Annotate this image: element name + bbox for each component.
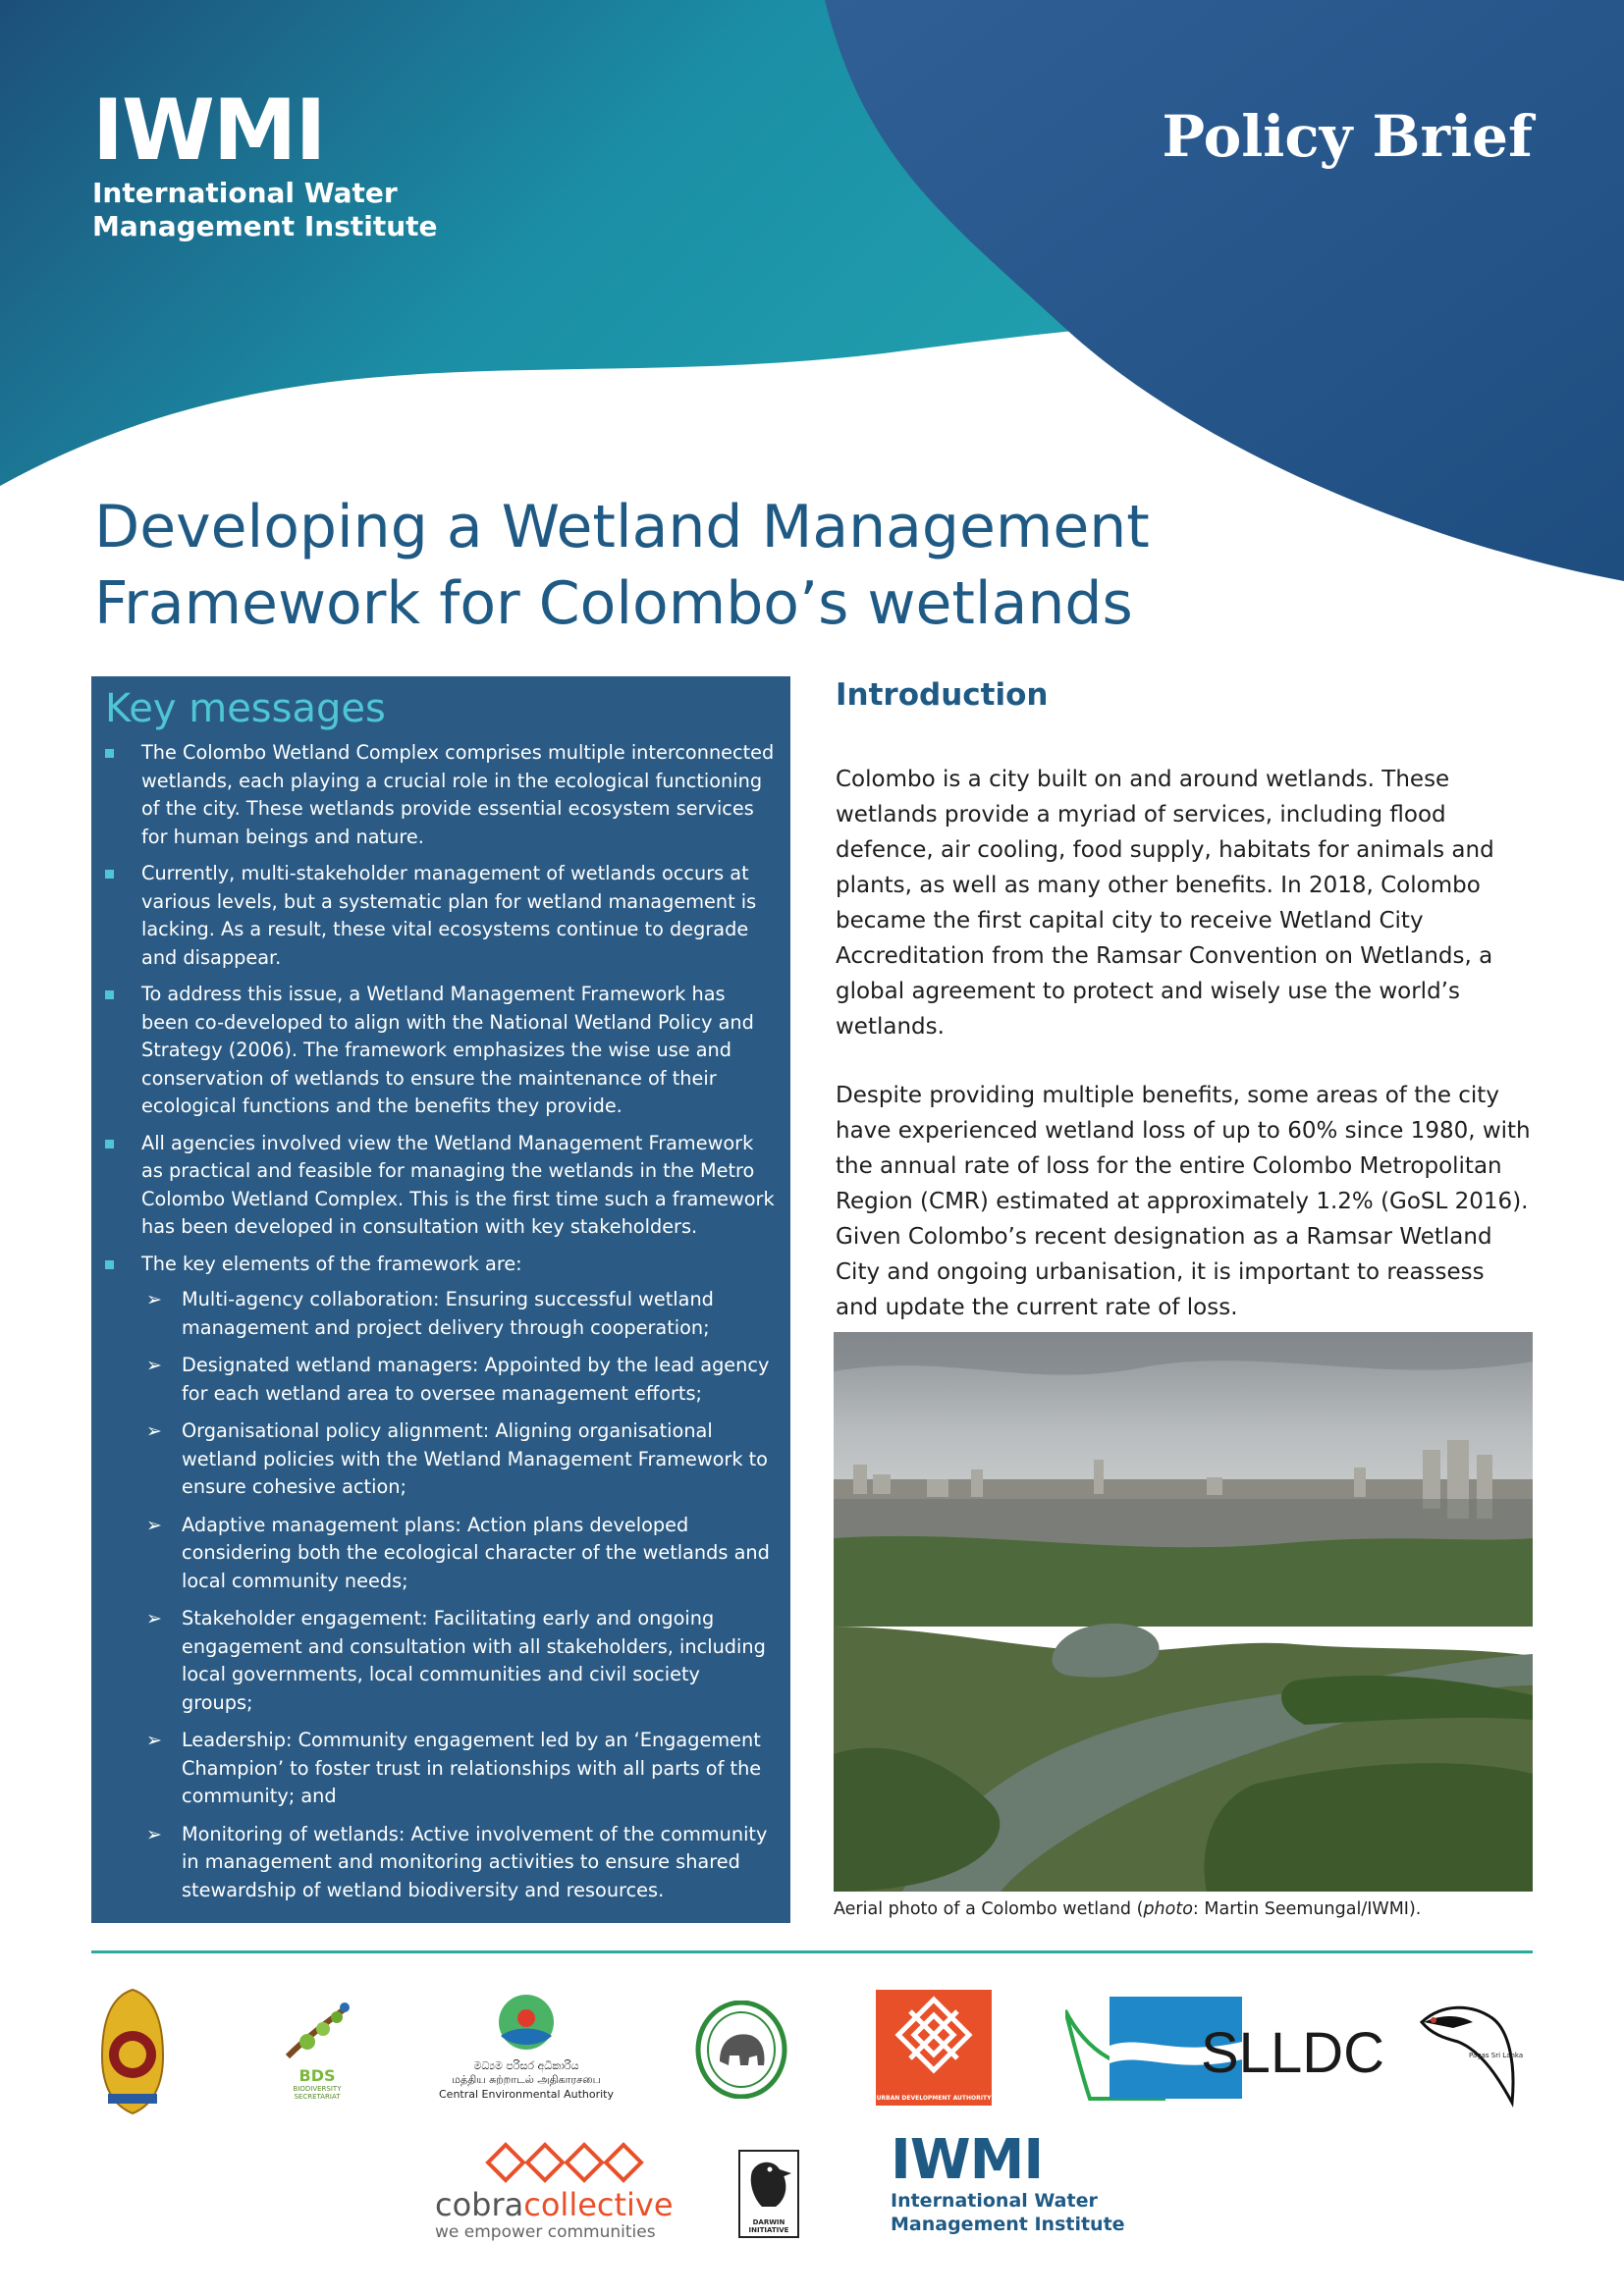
key-messages-box — [91, 676, 790, 1923]
list-item: All agencies involved view the Wetland Management Framework as practical and feasible for managing the wetlands in the Metro Colombo Wetland Complex. This is the first time such a framework has been developed in consultation with key stakeholders. — [105, 1130, 777, 1242]
arrow-bullet-icon: ➢ — [146, 1355, 162, 1376]
framework-elements-list — [141, 1286, 777, 1904]
uda-logo: URBAN DEVELOPMENT AUTHORITY — [876, 1990, 992, 2106]
list-item: To address this issue, a Wetland Management Framework has been co-developed to align with the National Wetland Policy and Strategy (2006). The framework emphasizes the wise use and conservation of wetlands to ensure the maintenance of their ecological functions and the benefits they provide. — [105, 981, 777, 1121]
list-item: ➢ Adaptive management plans: Action plans developed considering both the ecological character of the wetlands and local community needs; — [146, 1513, 770, 1592]
key-messages-heading: Key messages — [105, 686, 386, 731]
arrow-bullet-icon: ➢ — [146, 1420, 162, 1442]
arrow-bullet-icon: ➢ — [146, 1289, 162, 1310]
bds-logo: BDS BIODIVERSITY SECRETARIAT — [278, 1998, 356, 2101]
list-item: ➢ Multi-agency collaboration: Ensuring successful wetland management and project delivery through cooperation; — [146, 1288, 714, 1339]
sri-lanka-government-emblem — [98, 1988, 167, 2115]
brand-line-1: International Water — [92, 177, 398, 209]
pigeon-bird-logo: Pagas Sri Lanka — [1414, 1993, 1532, 2110]
iwmi-wordmark: IWMI — [92, 81, 325, 180]
list-item: ➢ Stakeholder engagement: Facilitating early and ongoing engagement and consultation with all stakeholders, including local governments, local communities and civil society groups; — [146, 1607, 766, 1714]
darwin-initiative-logo: DARWIN INITIATIVE — [738, 2150, 799, 2238]
arrow-bullet-icon: ➢ — [146, 1730, 162, 1751]
square-bullet-icon — [105, 749, 114, 758]
list-item: The Colombo Wetland Complex comprises multiple interconnected wetlands, each playing a crucial role in the ecological functioning of the city. These wetlands provide essential ecosystem services for human beings and nature. — [105, 739, 777, 851]
intro-paragraph-2: Despite providing multiple benefits, some areas of the city have experienced wetland loss of up to 60% since 1980, with the annual rate of loss for the entire Colombo Metropolitan Region (CMR) estimated at approximately 1.2% (GoSL 2016). Given Colombo’s recent designation as a Ramsar Wetland City and ongoing urbanisation, it is important to reassess and update the current rate of loss. — [836, 1083, 1531, 1320]
arrow-bullet-icon: ➢ — [146, 1608, 162, 1629]
iwmi-footer-logo: IWMI International Water Management Institute — [891, 2128, 1125, 2235]
arrow-bullet-icon: ➢ — [146, 1823, 162, 1845]
cobra-collective-logo: cobracollective we empower communities — [435, 2140, 671, 2242]
title-line-2: Framework for Colombo’s wetlands — [94, 569, 1133, 638]
list-item: ➢ Organisational policy alignment: Aligning organisational wetland policies with the Wetland Management Framework to ensure cohesive action; — [146, 1419, 768, 1498]
list-item: The key elements of the framework are: ➢ Multi-agency collaboration: Ensuring successful wetland management and project delivery through cooperation; ➢ Designated wetland managers: Appointed by the lead agency for each wetland area to oversee management efforts; ➢ Organisational policy alignment: Aligning organisational wetland policies with the Wetland Management Framework to ensure cohesive action; ➢ Adaptive management plans: Action plans developed considering both the ecological character of the wetlands and local community needs; ➢ Stakeholder engagement: Facilitating early and ongoing engagement and consultation with all stakeholders, including local governments, local communities and civil society groups; ➢ Leadership: Community engagement led by an ‘Engagement Champion’ to foster trust in relationships with all parts of the community; and ➢ Monitoring of wetlands: Active involvement of the community in management and monitoring activities to ensure shared stewardship of wetland biodiversity and resources. — [105, 1251, 777, 1905]
list-item: ➢ Designated wetland managers: Appointed by the lead agency for each wetland area to oversee management efforts; — [146, 1354, 770, 1405]
wildlife-department-logo — [695, 2001, 788, 2099]
introduction-heading: Introduction — [836, 677, 1049, 713]
list-item: ➢ Leadership: Community engagement led by an ‘Engagement Champion’ to foster trust in relationships with all parts of the community; and — [146, 1729, 762, 1807]
brand-line-2: Management Institute — [92, 210, 438, 242]
arrow-bullet-icon: ➢ — [146, 1514, 162, 1536]
key-messages-list — [105, 739, 777, 1904]
square-bullet-icon — [105, 990, 114, 999]
iwmi-header-logo — [92, 81, 438, 243]
square-bullet-icon — [105, 1260, 114, 1269]
aerial-wetland-photo — [834, 1332, 1533, 1892]
footer-divider — [91, 1950, 1533, 1953]
slldc-logo: SLLDC — [1065, 1991, 1389, 2109]
document-type: Policy Brief — [1162, 103, 1533, 170]
square-bullet-icon — [105, 870, 114, 879]
page-title — [94, 489, 1272, 642]
list-item: Currently, multi-stakeholder management of wetlands occurs at various levels, but a systematic plan for wetland management is lacking. As a result, these vital ecosystems continue to degrade and disappear. — [105, 860, 777, 972]
photo-caption: Aerial photo of a Colombo wetland (photo: Martin Seemungal/IWMI). — [834, 1899, 1422, 1919]
introduction-section — [836, 673, 1533, 1359]
title-line-1: Developing a Wetland Management — [94, 493, 1150, 561]
cea-logo: මධ්‍යම පරිසර අධිකාරිය மத்திய சுற்றாடல் அதிகாரசபை Central Environmental Authority — [430, 1991, 623, 2101]
list-item: ➢ Monitoring of wetlands: Active involvement of the community in management and monitoring activities to ensure shared stewardship of wetland biodiversity and resources. — [146, 1822, 768, 1901]
intro-paragraph-1: Colombo is a city built on and around wetlands. These wetlands provide a myriad of services, including flood defence, air cooling, food supply, habitats for animals and plants, as well as many other benefits. In 2018, Colombo became the first capital city to receive Wetland City Accreditation from the Ramsar Convention on Wetlands, a global agreement to protect and wisely use the world’s wetlands. — [836, 767, 1494, 1040]
square-bullet-icon — [105, 1140, 114, 1148]
